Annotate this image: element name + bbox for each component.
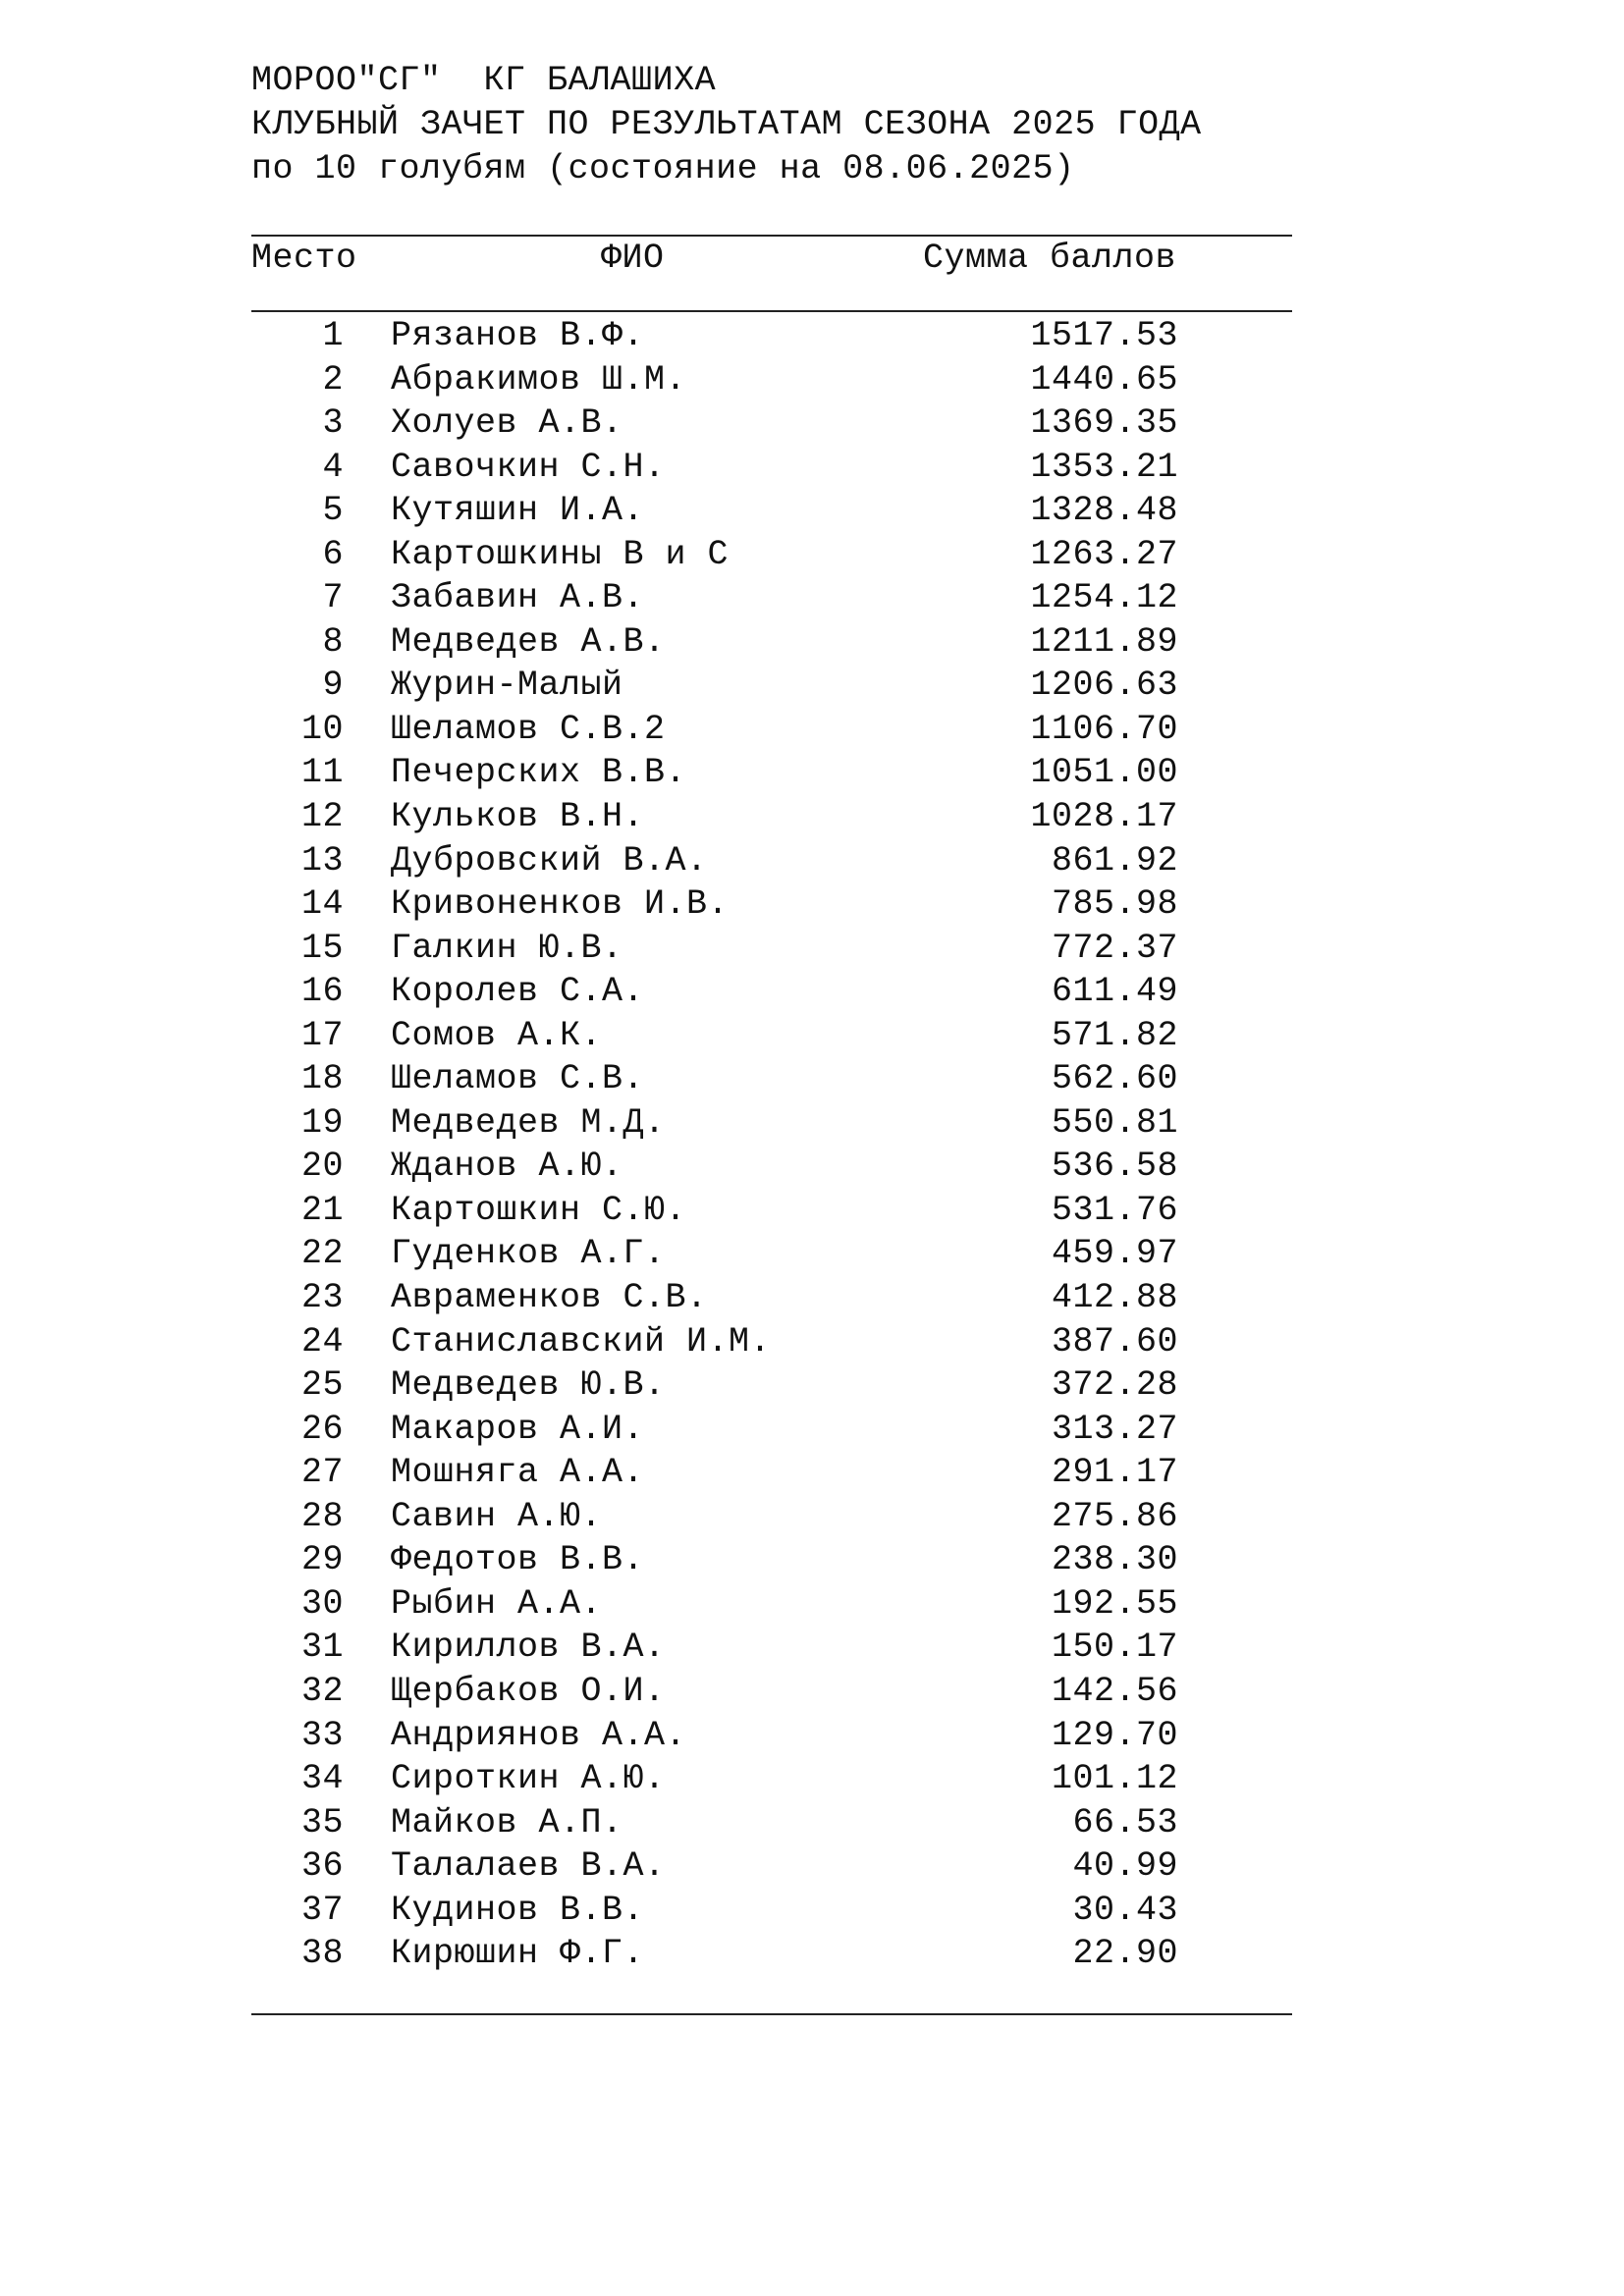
table-row [251,401,1292,446]
row-place: 10 [300,709,344,749]
row-score: 22.90 [1072,1934,1178,1974]
row-name: Кульков В.Н. [391,797,645,837]
row-score: 313.27 [1051,1409,1178,1449]
row-score: 275.86 [1051,1496,1178,1536]
table-row [251,1408,1292,1452]
row-score: 66.53 [1072,1802,1178,1842]
row-score: 372.28 [1051,1365,1178,1406]
table-row [251,1757,1292,1801]
row-name: Майков А.П. [391,1802,623,1842]
row-place: 28 [300,1496,344,1536]
table-row [251,882,1292,927]
row-name: Абракимов Ш.М. [391,359,687,400]
table-row [251,1320,1292,1364]
row-name: Холуев А.В. [391,403,623,444]
results-document [251,59,1292,2015]
row-score: 536.58 [1051,1147,1178,1187]
row-place: 25 [300,1365,344,1406]
row-name: Медведев М.Д. [391,1102,666,1143]
row-score: 1051.00 [1030,753,1178,793]
row-place: 14 [300,884,344,925]
column-header-score: Сумма баллов [923,239,1177,278]
table-row [251,839,1292,883]
table-row [251,533,1292,577]
row-name: Картошкины В и С [391,534,730,574]
row-place: 9 [322,666,344,706]
row-place: 27 [300,1453,344,1493]
row-score: 1028.17 [1030,797,1178,837]
table-row [251,1844,1292,1889]
row-score: 562.60 [1051,1059,1178,1099]
row-score: 550.81 [1051,1102,1178,1143]
row-score: 192.55 [1051,1583,1178,1624]
row-name: Сироткин А.Ю. [391,1759,666,1799]
row-name: Дубровский В.А. [391,840,708,881]
row-name: Кривоненков И.В. [391,884,730,925]
row-name: Рязанов В.Ф. [391,316,645,355]
row-score: 531.76 [1051,1190,1178,1230]
column-headers [251,237,1292,310]
report-title: КЛУБНЫЙ ЗАЧЕТ ПО РЕЗУЛЬТАТАМ СЕЗОНА 2025 ГОДА [251,105,1202,144]
row-name: Медведев А.В. [391,621,666,662]
row-name: Галкин Ю.В. [391,928,623,968]
table-row [251,664,1292,708]
row-name: Талалаев В.А. [391,1846,666,1887]
row-name: Картошкин С.Ю. [391,1190,687,1230]
row-score: 1106.70 [1030,709,1178,749]
row-score: 142.56 [1051,1671,1178,1711]
row-score: 861.92 [1051,840,1178,881]
row-place: 23 [300,1278,344,1318]
row-score: 1254.12 [1030,578,1178,618]
results-table [251,312,1292,1976]
row-score: 459.97 [1051,1234,1178,1274]
row-score: 1206.63 [1030,666,1178,706]
row-place: 30 [300,1583,344,1624]
row-name: Королев С.А. [391,972,645,1012]
row-place: 22 [300,1234,344,1274]
row-score: 1517.53 [1030,316,1178,355]
row-place: 2 [322,359,344,400]
row-name: Шеламов С.В. [391,1059,645,1099]
row-score: 785.98 [1051,884,1178,925]
row-score: 238.30 [1051,1540,1178,1580]
row-name: Шеламов С.В.2 [391,709,666,749]
table-row [251,1101,1292,1146]
row-name: Медведев Ю.В. [391,1365,666,1406]
row-score: 1353.21 [1030,447,1178,487]
row-name: Кутяшин И.А. [391,491,645,531]
report-subtitle: по 10 голубям (состояние на 08.06.2025) [251,149,1075,188]
row-score: 1211.89 [1030,621,1178,662]
row-place: 11 [300,753,344,793]
row-name: Мошняга А.А. [391,1453,645,1493]
row-name: Журин-Малый [391,666,623,706]
row-name: Савин А.Ю. [391,1496,603,1536]
row-place: 5 [322,491,344,531]
table-row [251,795,1292,839]
table-row [251,489,1292,533]
row-place: 4 [322,447,344,487]
table-row [251,620,1292,665]
row-place: 38 [300,1934,344,1974]
row-place: 1 [322,316,344,355]
table-row [251,1495,1292,1539]
table-row [251,1626,1292,1670]
row-score: 571.82 [1051,1015,1178,1055]
row-place: 17 [300,1015,344,1055]
table-row [251,1670,1292,1714]
row-place: 32 [300,1671,344,1711]
row-place: 36 [300,1846,344,1887]
row-name: Печерских В.В. [391,753,687,793]
row-score: 1328.48 [1030,491,1178,531]
row-name: Щербаков О.И. [391,1671,666,1711]
row-score: 101.12 [1051,1759,1178,1799]
row-place: 31 [300,1628,344,1668]
row-place: 12 [300,797,344,837]
row-name: Кириллов В.А. [391,1628,666,1668]
row-score: 150.17 [1051,1628,1178,1668]
table-row [251,576,1292,620]
row-place: 8 [322,621,344,662]
column-header-name: ФИО [601,239,665,278]
row-place: 24 [300,1321,344,1362]
row-score: 129.70 [1051,1715,1178,1755]
row-name: Кудинов В.В. [391,1890,645,1930]
row-score: 772.37 [1051,928,1178,968]
table-row [251,1714,1292,1758]
table-row [251,970,1292,1014]
row-name: Сомов А.К. [391,1015,603,1055]
table-row [251,1276,1292,1320]
table-row [251,1014,1292,1058]
table-row [251,927,1292,971]
row-score: 387.60 [1051,1321,1178,1362]
row-name: Авраменков С.В. [391,1278,708,1318]
bottom-rule [251,2013,1292,2015]
table-row [251,1145,1292,1189]
row-name: Жданов А.Ю. [391,1147,623,1187]
row-place: 21 [300,1190,344,1230]
column-header-place: Место [251,239,357,278]
table-row [251,1801,1292,1845]
row-name: Станиславский И.М. [391,1321,772,1362]
row-name: Макаров А.И. [391,1409,645,1449]
row-name: Забавин А.В. [391,578,645,618]
table-row [251,1363,1292,1408]
row-place: 26 [300,1409,344,1449]
table-row [251,314,1292,358]
org-title: МОРОО"СГ" КГ БАЛАШИХА [251,61,717,100]
row-place: 35 [300,1802,344,1842]
row-place: 34 [300,1759,344,1799]
row-place: 6 [322,534,344,574]
row-score: 291.17 [1051,1453,1178,1493]
table-row [251,1451,1292,1495]
table-row [251,1057,1292,1101]
table-row [251,708,1292,752]
row-place: 13 [300,840,344,881]
row-score: 611.49 [1051,972,1178,1012]
table-row [251,446,1292,490]
row-place: 7 [322,578,344,618]
row-place: 20 [300,1147,344,1187]
row-score: 1440.65 [1030,359,1178,400]
row-score: 1369.35 [1030,403,1178,444]
table-row [251,1932,1292,1976]
table-row [251,358,1292,402]
table-row [251,1538,1292,1582]
table-row [251,751,1292,795]
row-place: 15 [300,928,344,968]
row-score: 40.99 [1072,1846,1178,1887]
row-name: Федотов В.В. [391,1540,645,1580]
row-place: 37 [300,1890,344,1930]
table-row [251,1189,1292,1233]
row-score: 30.43 [1072,1890,1178,1930]
row-place: 18 [300,1059,344,1099]
table-row [251,1582,1292,1627]
row-name: Гуденков А.Г. [391,1234,666,1274]
table-row [251,1889,1292,1933]
row-score: 1263.27 [1030,534,1178,574]
row-place: 16 [300,972,344,1012]
row-name: Андриянов А.А. [391,1715,687,1755]
row-name: Рыбин А.А. [391,1583,603,1624]
row-name: Кирюшин Ф.Г. [391,1934,645,1974]
row-place: 33 [300,1715,344,1755]
row-name: Савочкин С.Н. [391,447,666,487]
table-row [251,1232,1292,1276]
row-place: 19 [300,1102,344,1143]
row-place: 29 [300,1540,344,1580]
row-score: 412.88 [1051,1278,1178,1318]
row-place: 3 [322,403,344,444]
